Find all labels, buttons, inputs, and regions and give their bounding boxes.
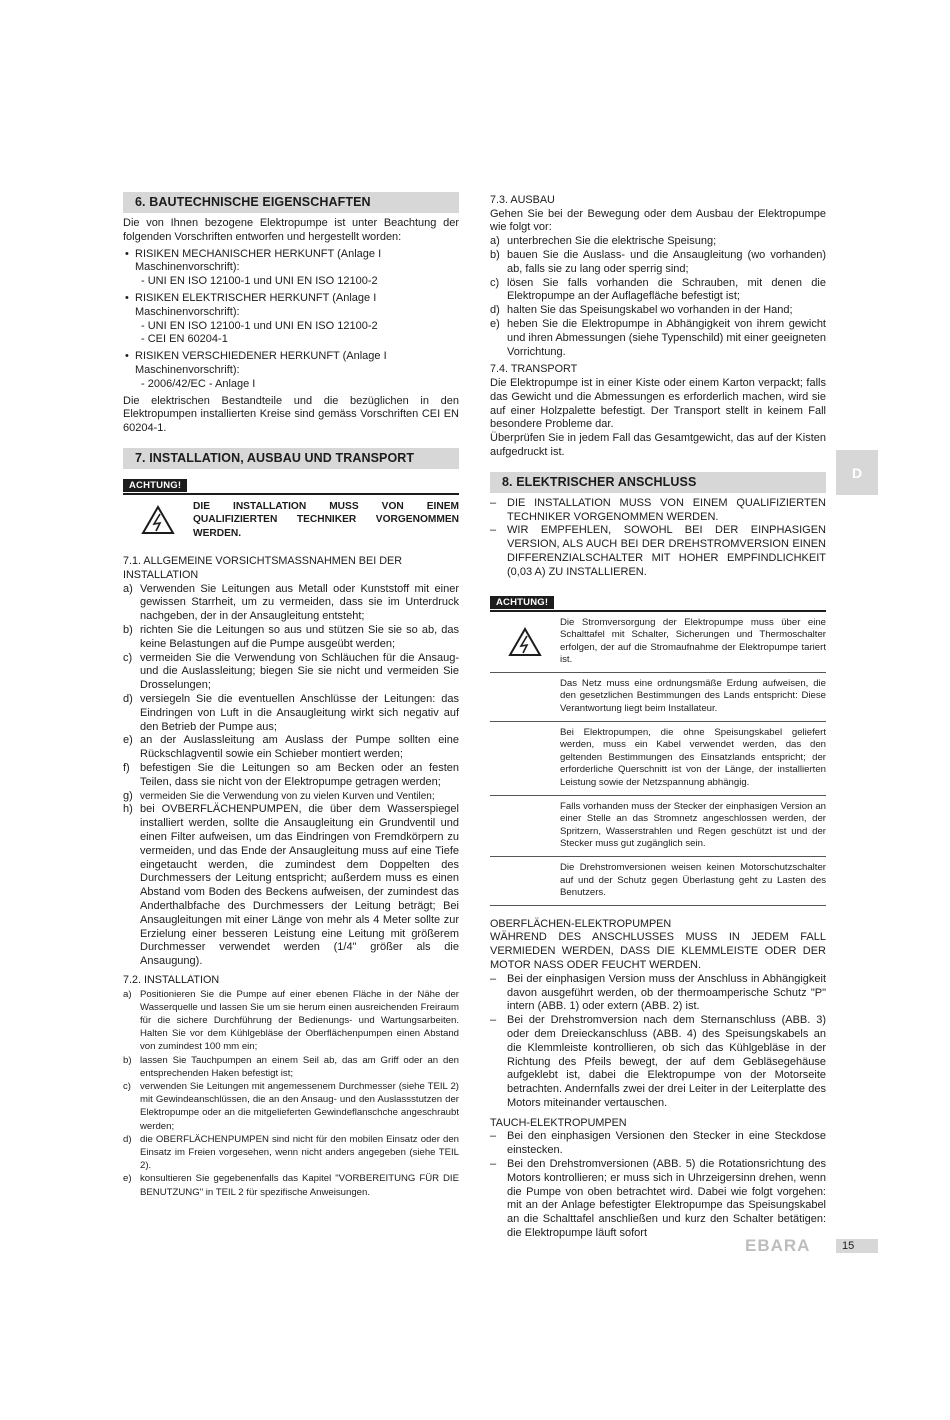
section-7-2-heading: 7.2. INSTALLATION — [123, 973, 220, 986]
section-6-intro: Die von Ihnen bezogene Elektropumpe ist unter Beachtung der folgenden Vorschriften entworfen und hergestellt worden: — [123, 217, 459, 243]
electrical-warning — [490, 592, 826, 906]
warning-icon-cell — [123, 495, 193, 546]
list-item: f) befestigen Sie die Leitungen so am Becken oder an festen Teilen, dass sie nicht von der Elektropumpe getragen werden; — [123, 762, 459, 788]
list-item: a) Verwenden Sie Leitungen aus Metall oder Kunststoff mit einer gewissen Starrheit, um zu vermeiden, dass sie im Unterdruck nachgeben, der in der Ansaugleitung entsteht; — [123, 582, 459, 623]
warning-row — [490, 610, 826, 672]
installation-warning — [123, 475, 459, 546]
removal-list — [490, 235, 826, 359]
list-item: c) lösen Sie falls vorhanden die Schrauben, mit denen die Elektropumpe an der Auflagefläche befestigt ist; — [490, 276, 826, 303]
list-item: – Bei der Drehstromversion nach dem Sternanschluss (ABB. 3) oder dem Dreieckanschluss (ABB. 4) des Speisungskabels an die Klemmleiste kontrollieren, ob sich das Kühlgebläse in der Richtung des Pfeils bewegt, der auf dem Gebläsegehäuse aufgeklebt ist, dabei die Elektropumpe von der Motorseite betrachten. Andernfalls zwei der drei Leiter in der Leiterplatte des Motors miteinander vertauschen. — [490, 1014, 826, 1109]
list-item: a) Positionieren Sie die Pumpe auf einer ebenen Fläche in der Nähe der Wasserquelle und lassen Sie um sie herum einen ausreichenden Freiraum für die sichere Durchführung der Bedienungs- und Wartungsarbeiten. Halten Sie vor dem Kühlgebläse der Oberflächenpumpen einen Abstand von zumindest 100 mm ein; — [123, 988, 459, 1053]
section-7-heading: 7. INSTALLATION, AUSBAU UND TRANSPORT — [123, 448, 459, 469]
warning-icon-cell — [490, 612, 560, 672]
warning-tag: ACHTUNG! — [490, 596, 554, 609]
list-item: – Bei der einphasigen Version muss der Anschluss in Abhängigkeit davon ausgeführt werden, ob der thermoamperische Schutz "P" intern (ABB. 1) oder extern (ABB. 2) ist. — [490, 972, 826, 1013]
list-item: b) richten Sie die Leitungen so aus und stützen Sie sie so ab, das keine Belastungen auf die Pumpe ausgeübt werden; — [123, 624, 459, 650]
warning-row — [123, 493, 459, 546]
list-item: h) bei OVBERFLÄCHENPUMPEN, die über dem Wasserspiegel installiert werden, sollte die Ansaugleitung ein Grundventil und einen Filter aufweisen, um das Eindringen von Fremdkörpern zu vermeiden, und das Ende der Ansaugleitung muss auf eine Tiefe eingetaucht werden, die zumindest dem Doppelten des Durchmessers der Leitung entspricht; außerdem muss es einen Abstand vom Boden des Beckens aufweisen, der zumindest das Anderthalbfache des Durchmessers der Leitung beträgt; Bei Ansaugleitungen mit einer Länge von mehr als 4 Meter sollte zur Erzielung einer besseren Leistung eine Leitung mit größerem Durchmesser verwendet werden (1/4" größer als die Ansaugung). — [123, 803, 459, 968]
section-7-3-intro: Gehen Sie bei der Bewegung oder dem Ausbau der Elektropumpe wie folgt vor: — [490, 207, 826, 234]
electrical-notes — [490, 497, 826, 580]
installation-list — [123, 988, 459, 1199]
list-item: c) verwenden Sie Leitungen mit angemessenem Durchmesser (siehe TEIL 2) mit Gewindeanschlüssen, die an den Ansaug- und den Auslassstutzen der Elektropumpe oder an die mitgelieferten Gewindeflanschche angeschraubt werden; — [123, 1080, 459, 1132]
page-number: 15 — [836, 1239, 878, 1253]
right-column — [490, 192, 826, 1241]
warning-row — [490, 721, 826, 795]
warning-row — [490, 795, 826, 856]
left-column — [123, 192, 459, 1199]
list-item: – DIE INSTALLATION MUSS VON EINEM QUALIFIZIERTEN TECHNIKER VORGENOMMEN WERDEN. — [490, 496, 826, 523]
surface-pumps-list — [490, 973, 826, 1111]
list-item: g) vermeiden Sie die Verwendung von zu vielen Kurven und Ventilen; — [123, 789, 435, 802]
ebara-logo — [745, 1236, 825, 1254]
risk-list — [123, 248, 459, 392]
warning-tag: ACHTUNG! — [123, 479, 187, 492]
section-7-1-heading: 7.1. ALLGEMEINE VORSICHTSMASSNAHMEN BEI DER INSTALLATION — [123, 555, 402, 582]
list-item: • RISIKEN MECHANISCHER HERKUNFT (Anlage I Maschinenvorschrift): - UNI EN ISO 12100-1 und UNI EN ISO 12100-2 — [123, 248, 459, 289]
warning-text: Bei Elektropumpen, die ohne Speisungskabel geliefert werden, muss ein Kabel verwendet werden, das den geltenden Bestimmungen des Einsatzlands entspricht; der erforderliche Querschnitt ist von der Länge, der installierten Leistung sowie der Netzspannung abhängig. — [560, 726, 826, 789]
list-item: • RISIKEN ELEKTRISCHER HERKUNFT (Anlage I Maschinenvorschrift): - UNI EN ISO 12100-1 und UNI EN ISO 12100-2 - CEI EN 60204-1 — [123, 292, 459, 347]
surface-pumps-intro: WÄHREND DES ANSCHLUSSES MUSS IN JEDEM FALL VERMIEDEN WERDEN, DASS DIE KLEMMLEISTE ODER DER MOTOR NASS ODER FEUCHT WERDEN. — [490, 931, 826, 971]
warning-text: Die Stromversorgung der Elektropumpe muss über eine Schalttafel mit Schalter, Sicherungen und Thermoschalter erfolgen, der auf die Stromaufnahme der Elektropumpe tariert ist. — [560, 616, 826, 666]
warning-row — [490, 672, 826, 721]
list-item: e) an der Auslassleitung am Auslass der Pumpe sollten eine Rückschlagventil sowie ein Schieber montiert werden; — [123, 734, 459, 761]
list-item: d) die OBERFLÄCHENPUMPEN sind nicht für den mobilen Einsatz oder den Einsatz im Freien vorgesehen, wenn nicht anders angegeben (siehe TEIL 2). — [123, 1133, 459, 1172]
surface-pumps-heading: OBERFLÄCHEN-ELEKTROPUMPEN — [490, 917, 672, 930]
list-item: – WIR EMPFEHLEN, SOWOHL BEI DER EINPHASIGEN VERSION, ALS AUCH BEI DER DREHSTROMVERSION EINEN DIFFERENZIALSCHALTER MIT HOHER EMPFINDLICHKEIT (0,03 A) ZU INSTALLIEREN. — [490, 524, 826, 578]
list-item: • RISIKEN VERSCHIEDENER HERKUNFT (Anlage I Maschinenvorschrift): - 2006/42/EC - Anlage I — [123, 350, 459, 391]
list-item: a) unterbrechen Sie die elektrische Speisung; — [490, 235, 717, 248]
list-item: b) bauen Sie die Auslass- und die Ansaugleitung (wo vorhanden) ab, falls sie zu lang oder sperrig sind; — [490, 248, 826, 275]
warning-row — [490, 856, 826, 906]
precautions-list — [123, 583, 459, 969]
warning-text: Die Drehstromversionen weisen keinen Motorschutzschalter auf und der Schutz gegen Überlastung geht zu Lasten des Benutzers. — [560, 862, 826, 899]
section-8-heading: 8. ELEKTRISCHER ANSCHLUSS — [490, 472, 826, 493]
electric-hazard-icon — [141, 505, 175, 535]
section-7-4-text: Die Elektropumpe ist in einer Kiste oder einem Karton verpackt; falls das Gewicht und die Abmessungen es erforderlich machen, wird sie auf einer Holzpalette befestigt. Der Transport stellt in keinem Fall besondere Probleme dar. — [490, 376, 826, 431]
list-item: d) versiegeln Sie die eventuellen Anschlüsse der Leitungen: das Eindringen von Luft in die Ansaugleitung wirkt sich negativ auf den Betrieb der Pumpe aus; — [123, 693, 459, 733]
submersible-pumps-list — [490, 1130, 826, 1240]
language-tab: D — [836, 450, 878, 495]
list-item: – Bei den Drehstromversionen (ABB. 5) die Rotationsrichtung des Motors kontrollieren; er muss sich in Uhrzeigersinn drehen, wenn die Pumpe von oben betrachtet wird. Dabei wie folgt vorgehen: mit an der Anlage befestigter Elektropumpe das Speisungskabel an die Schalttafel anschließen und kurz den Schalter betätigen: die Elektropumpe läuft sofort — [490, 1157, 826, 1239]
warning-text: Falls vorhanden muss der Stecker der einphasigen Version an einer Stelle an das Stromnetz angeschlossen werden, der Spritzern, Wasserstrahlen und Regen geschützt ist und der Stecker muss gut zugänglich sein. — [560, 800, 826, 850]
electric-hazard-icon — [508, 627, 542, 657]
section-7-4-text2: Überprüfen Sie in jedem Fall das Gesamtgewicht, das auf der Kisten aufgedruckt ist. — [490, 432, 826, 458]
list-item: e) konsultieren Sie gegebenenfalls das Kapitel "VORBEREITUNG FÜR DIE BENUTZUNG" in TEIL 2 für spezifische Anweisungen. — [123, 1173, 459, 1198]
submersible-pumps-heading: TAUCH-ELEKTROPUMPEN — [490, 1116, 627, 1129]
section-6-heading: 6. BAUTECHNISCHE EIGENSCHAFTEN — [123, 192, 459, 213]
list-item: d) halten Sie das Speisungskabel wo vorhanden in der Hand; — [490, 304, 793, 317]
section-7-3-heading: 7.3. AUSBAU — [490, 194, 555, 206]
list-item: c) vermeiden Sie die Verwendung von Schläuchen für die Ansaug- und die Auslassleitung; biegen Sie sie nicht und vermeiden Sie Drosselungen; — [123, 651, 459, 692]
list-item: – Bei den einphasigen Versionen den Stecker in eine Steckdose einstecken. — [490, 1130, 826, 1157]
section-7-4-heading: 7.4. TRANSPORT — [490, 363, 578, 376]
section-6-outro: Die elektrischen Bestandteile und die bezüglichen in den Elektropumpen installierten Kreise sind gemäss Vorschriften CEI EN 60204-1. — [123, 394, 459, 435]
warning-text: Das Netz muss eine ordnungsmäße Erdung aufweisen, die den gesetzlichen Bestimmungen des Lands entspricht: Diese Verantwortung liegt beim Installateur. — [560, 677, 826, 715]
list-item: e) heben Sie die Elektropumpe in Abhängigkeit von ihrem gewicht und ihren Abmessungen (siehe Typenschild) mit einer geeigneten Vorrichtung. — [490, 317, 826, 358]
list-item: b) lassen Sie Tauchpumpen an einem Seil ab, das am Griff oder an den entsprechenden Haken befestigt ist; — [123, 1054, 459, 1079]
svg-text:EBARA: EBARA — [745, 1236, 811, 1254]
warning-text: DIE INSTALLATION MUSS VON EINEM QUALIFIZIERTEN TECHNIKER VORGENOMMEN WERDEN. — [193, 500, 459, 539]
